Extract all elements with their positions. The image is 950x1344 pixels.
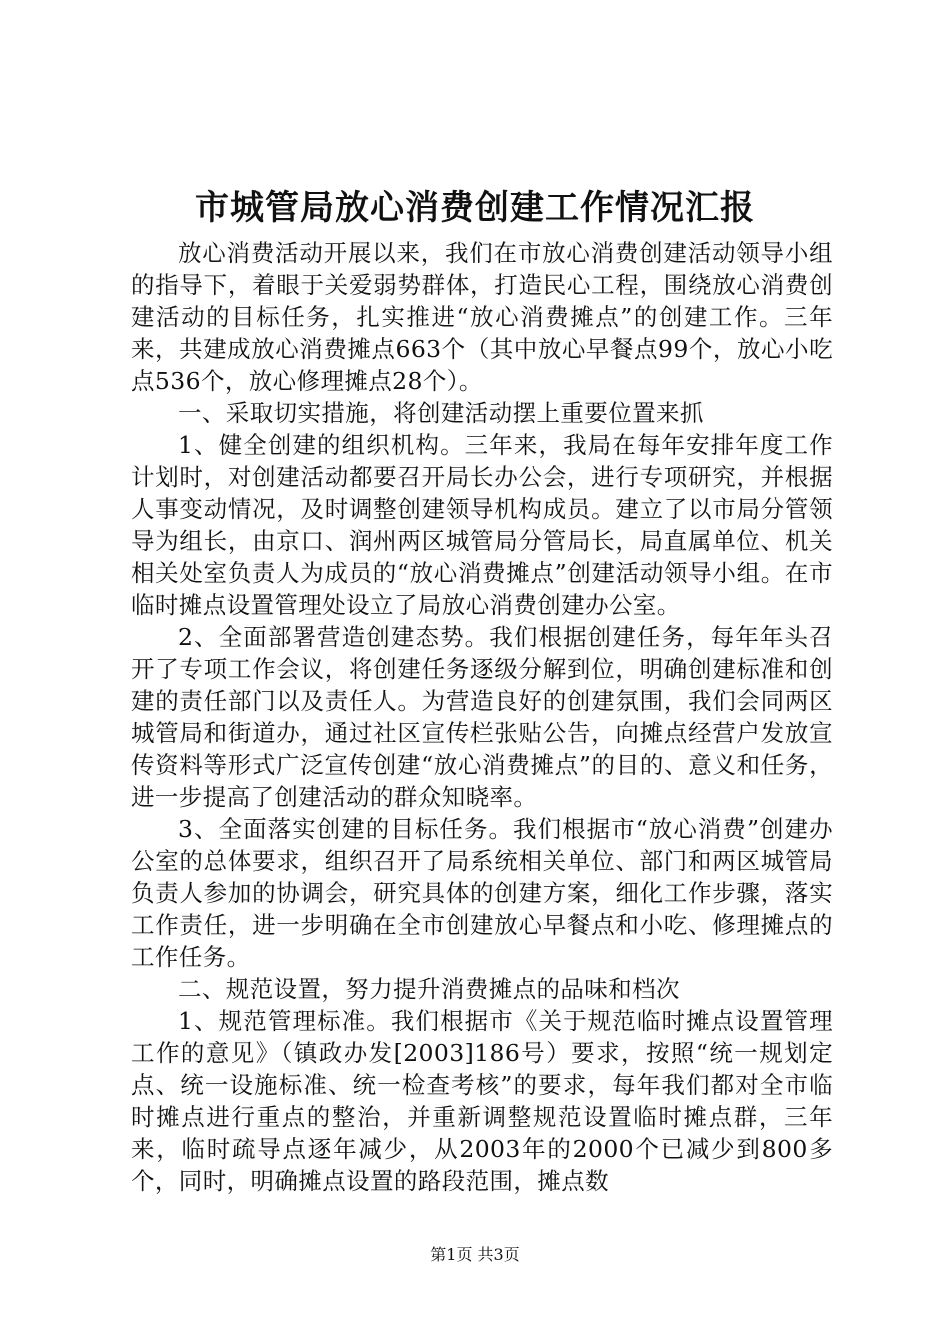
paragraph-intro: 放心消费活动开展以来，我们在市放心消费创建活动领导小组的指导下，着眼于关爱弱势群体，打造民心工程，围绕放心消费创建活动的目标任务，扎实推进“放心消费摊点”的创建工作。三年来，共建成放心消费摊点663个（其中放心早餐点99个，放心小吃点536个，放心修理摊点28个）。 xyxy=(131,239,833,395)
paragraph-1-1: 1、健全创建的组织机构。三年来，我局在每年安排年度工作计划时，对创建活动都要召开局长办公会，进行专项研究，并根据人事变动情况，及时调整创建领导机构成员。建立了以市局分管领导为组长，由京口、润州两区城管局分管局长，局直属单位、机关相关处室负责人为成员的“放心消费摊点”创建活动领导小组。在市临时摊点设置管理处设立了局放心消费创建办公室。 xyxy=(131,431,833,619)
document-body xyxy=(131,237,833,1197)
page-number-footer: 第1页 共3页 xyxy=(430,1245,520,1264)
paragraph-1-3: 3、全面落实创建的目标任务。我们根据市“放心消费”创建办公室的总体要求，组织召开了局系统相关单位、部门和两区城管局负责人参加的协调会，研究具体的创建方案，细化工作步骤，落实工作责任，进一步明确在全市创建放心早餐点和小吃、修理摊点的工作任务。 xyxy=(131,815,833,971)
paragraph-1-2: 2、全面部署营造创建态势。我们根据创建任务，每年年头召开了专项工作会议，将创建任务逐级分解到位，明确创建标准和创建的责任部门以及责任人。为营造良好的创建氛围，我们会同两区城管局和街道办，通过社区宣传栏张贴公告，向摊点经营户发放宣传资料等形式广泛宣传创建“放心消费摊点”的目的、意义和任务，进一步提高了创建活动的群众知晓率。 xyxy=(131,623,833,811)
section-heading-1: 一、采取切实措施，将创建活动摆上重要位置来抓 xyxy=(178,399,704,427)
section-heading-2: 二、规范设置，努力提升消费摊点的品味和档次 xyxy=(178,975,680,1003)
paragraph-2-1: 1、规范管理标准。我们根据市《关于规范临时摊点设置管理工作的意见》（镇政办发[2003]186号）要求，按照“统一规划定点、统一设施标准、统一检查考核”的要求，每年我们都对全市临时摊点进行重点的整治，并重新调整规范设置临时摊点群，三年来，临时疏导点逐年减少，从2003年的2000个已减少到800多个，同时，明确摊点设置的路段范围，摊点数 xyxy=(131,1007,833,1195)
document-title: 市城管局放心消费创建工作情况汇报 xyxy=(195,188,755,228)
